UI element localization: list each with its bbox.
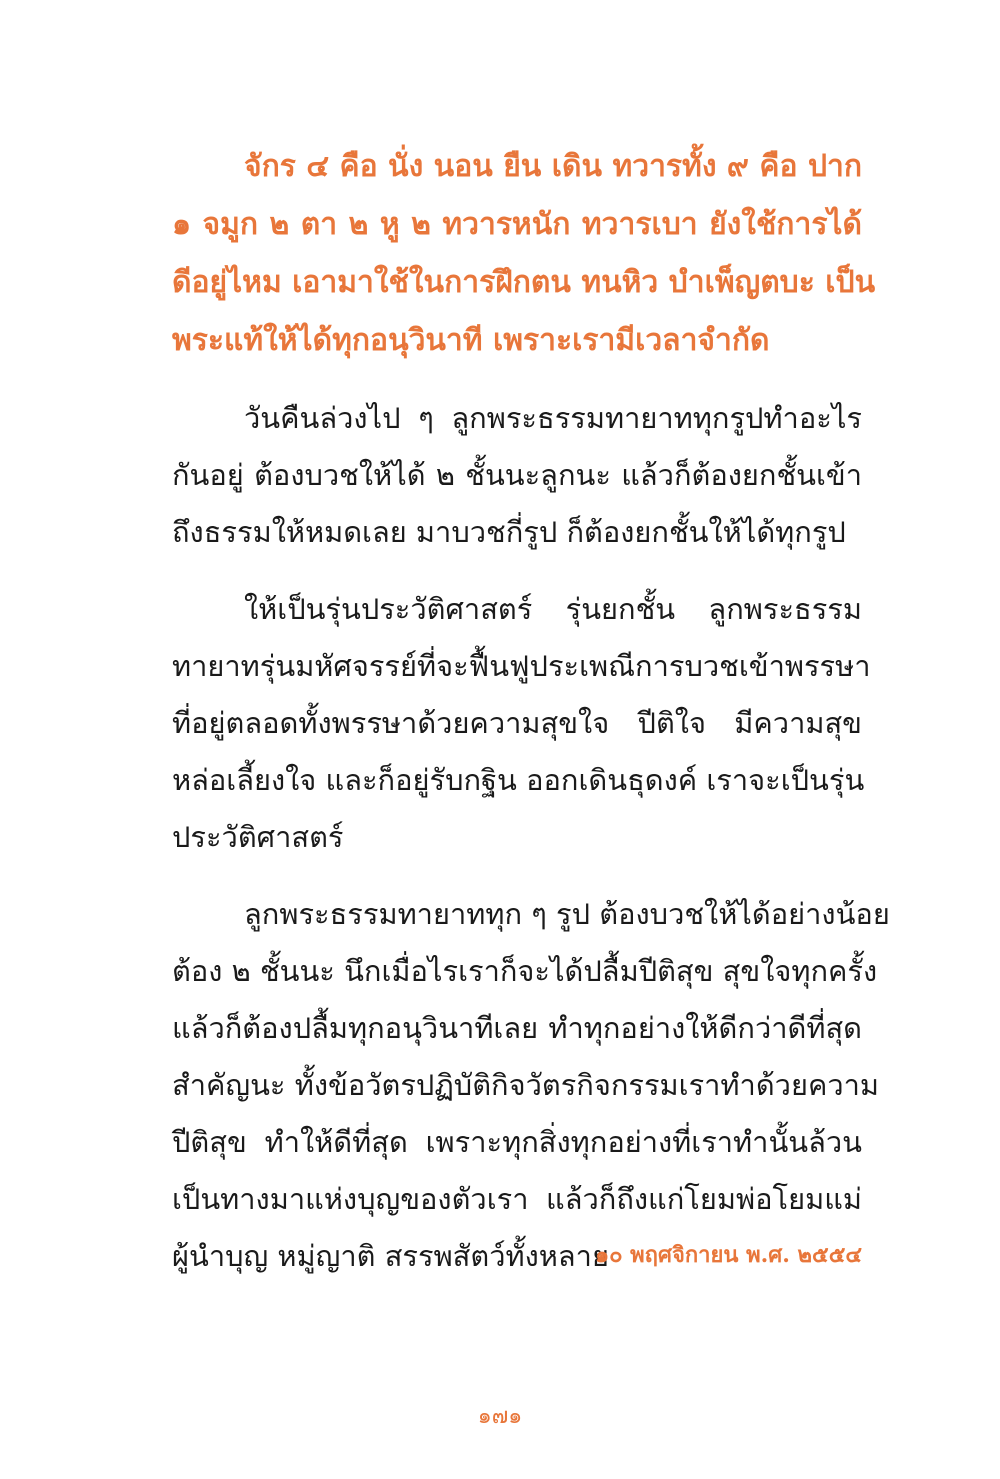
paragraph-line: ต้อง ๒ ชั้นนะ นึกเมื่อไรเราก็จะได้ปลื้มปีติสุข สุขใจทุกครั้ง — [172, 954, 878, 988]
paragraph-1 — [172, 390, 862, 561]
paragraph-line: แล้วก็ต้องปลื้มทุกอนุวินาทีเลย ทำทุกอย่างให้ดีกว่าดีที่สุด — [172, 1011, 862, 1045]
paragraph-line: ถึงธรรมให้หมดเลย มาบวชกี่รูป ก็ต้องยกชั้นให้ได้ทุกรูป — [172, 515, 846, 549]
page-content — [172, 138, 890, 1285]
paragraph-line: ลูกพระธรรมทายาททุก ๆ รูป ต้องบวชให้ได้อย่างน้อย — [244, 897, 890, 931]
date-signature: ๑๐ พฤศจิกายน พ.ศ. ๒๕๕๔ — [595, 1242, 862, 1268]
highlighted-passage — [172, 138, 876, 370]
highlight-line: จักร ๔ คือ นั่ง นอน ยืน เดิน ทวารทั้ง ๙ คือ ปาก — [244, 149, 862, 184]
paragraph-2 — [172, 581, 871, 866]
page-number: ๑๗๑ — [477, 1404, 523, 1429]
paragraph-line: วันคืนล่วงไป ๆ ลูกพระธรรมทายาททุกรูปทำอะไร — [244, 401, 862, 435]
paragraph-line: ให้เป็นรุ่นประวัติศาสตร์ รุ่นยกชั้น ลูกพระธรรม — [244, 592, 862, 626]
paragraph-line: กันอยู่ ต้องบวชให้ได้ ๒ ชั้นนะลูกนะ แล้วก็ต้องยกชั้นเข้า — [172, 458, 862, 492]
paragraph-3 — [172, 886, 890, 1285]
highlight-line: ๑ จมูก ๒ ตา ๒ หู ๒ ทวารหนัก ทวารเบา ยังใช้การได้ — [172, 207, 862, 242]
paragraph-line: ที่อยู่ตลอดทั้งพรรษาด้วยความสุขใจ ปีติใจ มีความสุข — [172, 706, 862, 740]
paragraph-line: ประวัติศาสตร์ — [172, 820, 344, 854]
paragraph-line: เป็นทางมาแห่งบุญของตัวเรา แล้วก็ถึงแก่โยมพ่อโยมแม่ — [172, 1182, 862, 1216]
paragraph-line: ผู้นำบุญ หมู่ญาติ สรรพสัตว์ทั้งหลาย — [172, 1239, 609, 1273]
highlight-line: พระแท้ให้ได้ทุกอนุวินาที เพราะเรามีเวลาจำกัด — [172, 323, 770, 358]
paragraph-line: สำคัญนะ ทั้งข้อวัตรปฏิบัติกิจวัตรกิจกรรมเราทำด้วยความ — [172, 1068, 880, 1102]
paragraph-line: ปีติสุข ทำให้ดีที่สุด เพราะทุกสิ่งทุกอย่างที่เราทำนั้นล้วน — [172, 1125, 862, 1159]
paragraph-line: หล่อเลี้ยงใจ และก็อยู่รับกฐิน ออกเดินธุดงค์ เราจะเป็นรุ่น — [172, 763, 865, 797]
highlight-line: ดีอยู่ไหม เอามาใช้ในการฝึกตน ทนหิว บำเพ็ญตบะ เป็น — [172, 265, 876, 300]
paragraph-line: ทายาทรุ่นมหัศจรรย์ที่จะฟื้นฟูประเพณีการบวชเข้าพรรษา — [172, 649, 871, 683]
